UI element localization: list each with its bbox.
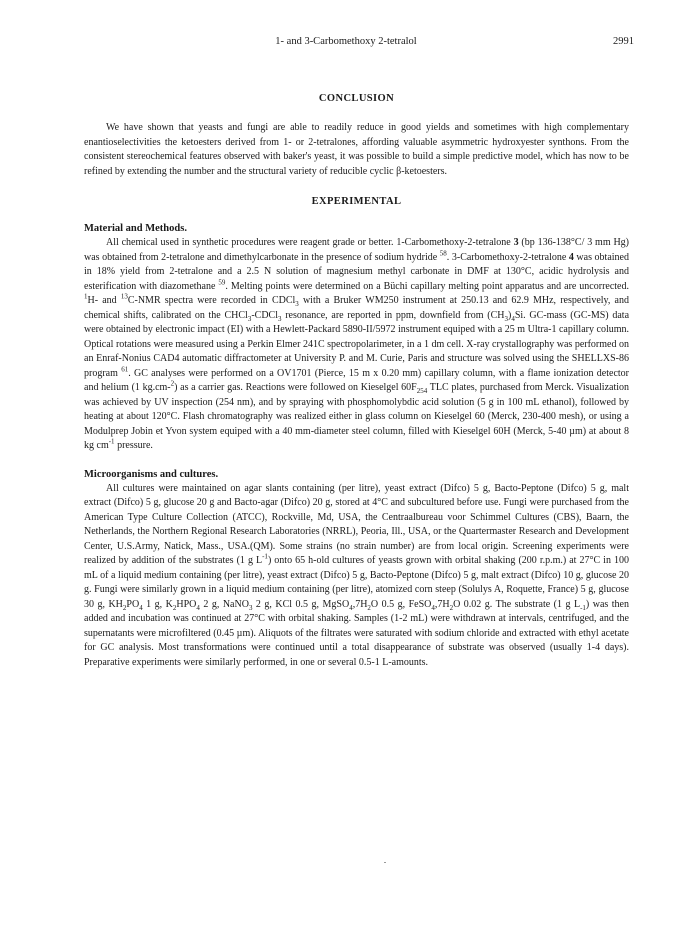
- page-header: [0, 35, 692, 49]
- materials-heading: Material and Methods.: [84, 223, 187, 234]
- reference-number: 58: [439, 249, 447, 258]
- page-number: 2991: [613, 36, 634, 47]
- page-body: [84, 92, 629, 670]
- running-title: 1- and 3-Carbomethoxy 2-tetralol: [275, 36, 417, 47]
- conclusion-paragraph: We have shown that yeasts and fungi are able to readily reduce in good yields and sometimes with high complementary enantioselectivities the ketoesters derived from 1- or 2-tetralones, affording valuable asymmetric hydroxyester synthons. From the consistent stereochemical features observed with baker's yeast, it was possible to build a simple predictive model, which has now to be refined by extending the number and the structural variety of reducible cyclic β-ketoesters.: [84, 122, 629, 177]
- microorganisms-heading: Microorganisms and cultures.: [84, 468, 219, 480]
- compound-number: 4: [568, 251, 574, 263]
- experimental-heading: EXPERIMENTAL: [311, 196, 402, 207]
- microorganisms-paragraph: All cultures were maintained on agar slants containing (per litre), yeast extract (Difco) 5 g, Bacto-Peptone (Difco) 5 g, malt extract (Difco) 5 g, glucose 20 g and Bacto-agar (Difco) 20 g, stored at 4°C and subcultured before use. Fungi were purchased from the American Type Culture Collection (ATCC), Rockville, Md, USA, the Centraalbureau voor Schimmel Cultures (CBS), Baarn, the Netherlands, the Northern Regional Research Laboratories (NRRL), Peoria, Ill., USA, or the Quartermaster Research and Development Center, U.S.Army, Natick, Mass., USA.(QM). Some strains (no strain number) are from local origin. Screening experiments were realized by addition of the substrates (1 g $L^{-1}$) onto 65 h-old cultures of yeasts grown with orbital shaking (200 r.p.m.) at 27°C in 100 mL of a liquid medium containing (per litre), yeast extract (Difco) 5 g, Bacto-Peptone (Difco) 5 g, malt extract (Difco) 10 g, glucose 20 g. Fungi were similarly grown in a liquid medium containing (per litre), atomized corn steep (Solulys A, Roquette, France) 5 g, glucose 30 g, $KH_2PO_4$ 1 g, $K_2HPO_4$ 2 g, NaNO$_3$ 2 g, KCl 0.5 g, $MgSO_4,7H_2O$ 0.5 g, $FeSO_4,7H_2O$ 0.02 g. The substrate (1 g $L_{-1}$) was then added and incubation was continued at 27°C with orbital shaking. Samples (1-2 mL) were withdrawn at intervals, centrifuged, and the supernatants were microfiltered (0.45 µm). Aliquots of the filtrates were saturated with sodium chloride and extracted with ethyl acetate for GC analysis. Most transformations were continued until a total disappearance of substrate was observed (usually 1-4 days). Preparative experiments were similarly performed, in one or several 0.5-1 L-amounts.: [84, 482, 629, 668]
- reference-number: 59: [218, 278, 226, 287]
- scan-speck: [384, 862, 386, 863]
- compound-number: 3: [513, 237, 519, 248]
- conclusion-heading: CONCLUSION: [318, 93, 395, 104]
- materials-paragraph: All chemical used in synthetic procedures were reagent grade or better. 1-Carbomethoxy-2-tetralone 3 (bp 136-138°C/ 3 mm Hg) was obtained from 2-tetralone and dimethylcarbonate in the presence of sodium hydride $^{58}$. 3-Carbomethoxy-2-tetralone 4 was obtained in 18% yield from 2-tetralone and a 2.5 N solution of magnesium methyl carbonate in DMF at 130°C, acidic hydrolysis and esterification with diazomethane $^{59}$. Melting points were determined on a Büchi capillary melting point apparatus and are uncorrected. $^1$H- and $^{13}$C-NMR spectra were recorded in CDCl$_3$ with a Bruker WM250 instrument at 250.13 and 62.9 MHz, respectively, and chemical shifts, calibrated on the CHCl$_3$-CDCl$_3$ resonance, are reported in ppm, downfield from $(CH_3)_4Si$. GC-mass (GC-MS) data were obtained by electronic impact (EI) with a Hewlett-Packard 5890-II/5972 instrument equiped with a 25 m Ultra-1 capillary column. Optical rotations were measured using a Perkin Elmer 241C spectropolarimeter, in a 1 dm cell. X-ray crystallography was performed on an Enraf-Nonius CAD4 automatic diffractometer at University P. and M. Curie, Paris and structure was solved using the SHELLXS-86 program $^{61}$. GC analyses were performed on a OV1701 (Pierce, 15 m x 0.20 mm) capillary column, with a flame ionization detector and helium (1 kg.cm-$^2$) as a carrier gas. Reactions were followed on Kieselgel $60F_{254}$ TLC plates, purchased from Merck. Visualization was achieved by UV inspection (254 nm), and by spraying with phosphomolybdic acid solution (5 g in 100 mL ethanol), followed by heating at about 120°C. Flash chromatography was realized either in glass column on Kieselgel 60 (Merck, 230-400 mesh), or using a Modulprep Jobin et Yvon system equiped with a 40 mm-diameter steel column, filled with Kieselgel 60H (Merck, 5-40 µm) at about 8 kg $cm^{-1}$ pressure.: [84, 237, 630, 451]
- reference-number: 61: [121, 365, 129, 374]
